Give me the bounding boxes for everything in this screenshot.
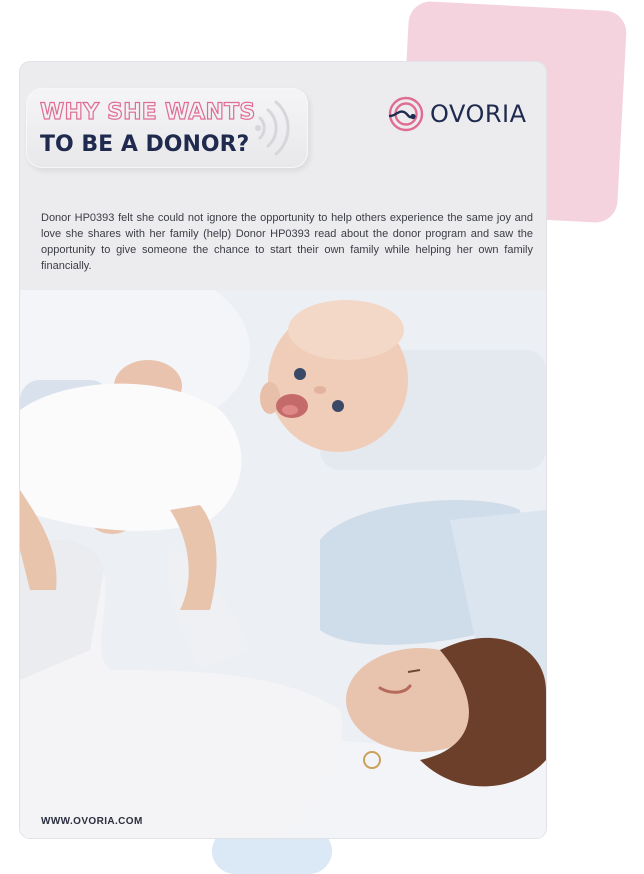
brand-name: OVORIA bbox=[430, 100, 527, 128]
brand-logo bbox=[388, 94, 527, 134]
donor-story-paragraph: Donor HP0393 felt she could not ignore the opportunity to help others experience the same joy and love she shares with her family (help) Donor HP0393 read about the donor program and saw the opportunity to give someone the chance to start their own family while helping her own family financially. bbox=[41, 212, 533, 272]
wave-rings-icon bbox=[250, 92, 310, 164]
donor-card bbox=[20, 62, 546, 838]
ovoria-logo-icon bbox=[388, 96, 424, 132]
title-line-solid: TO BE A DONOR? bbox=[40, 132, 250, 157]
website-url[interactable]: WWW.OVORIA.COM bbox=[41, 816, 143, 827]
mother-baby-photo bbox=[20, 290, 546, 838]
title-line-outline: WHY SHE WANTS bbox=[40, 100, 256, 125]
